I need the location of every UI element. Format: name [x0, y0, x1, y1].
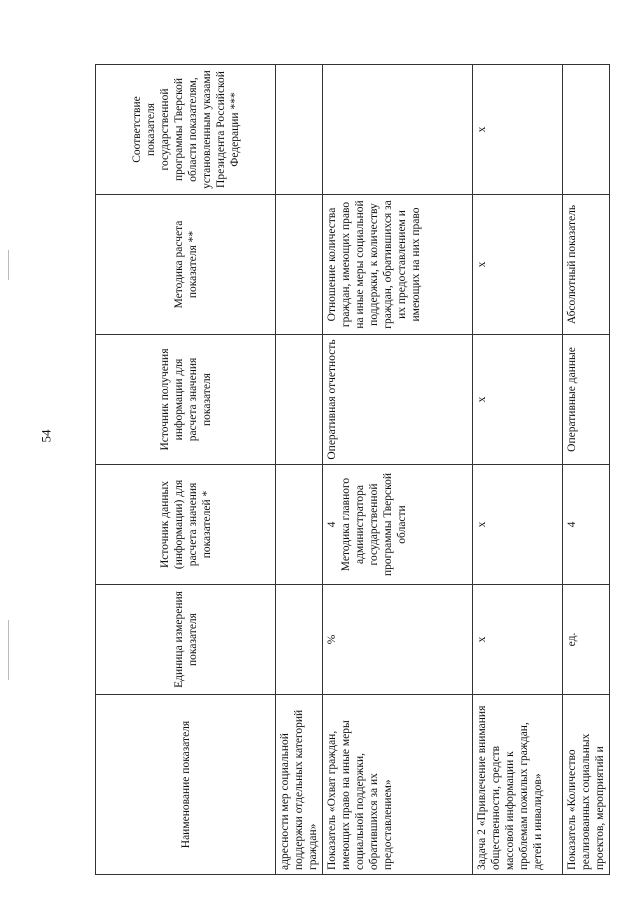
table-row: [323, 65, 473, 875]
cell-match: [276, 65, 323, 195]
cell-match: [323, 65, 473, 195]
cell-match: х: [473, 65, 563, 195]
scan-mark: [8, 250, 9, 280]
cell-name: адресности мер социальной поддержки отдельных категорий граждан»: [276, 695, 323, 875]
header-info: Источник получения информации для расчета значения показателя: [96, 335, 276, 465]
header-match: Соответствие показателя государственной программы Тверской области показателям, установленным указами Президента Российской Федерации ***: [96, 65, 276, 195]
cell-name: Показатель «Охват граждан, имеющих право на иные меры социальной поддержки, обратившихся за их предоставлением»: [323, 695, 473, 875]
page-number: 54: [38, 429, 54, 443]
header-source: Источник данных (информации) для расчета значения показателей *: [96, 465, 276, 585]
header-name: Наименование показателя: [96, 695, 276, 875]
cell-source: 4: [563, 465, 610, 585]
cell-method: [276, 195, 323, 335]
table-row: [563, 65, 610, 875]
cell-name: Показатель «Количество реализованных социальных проектов, мероприятий и: [563, 695, 610, 875]
table-row: [473, 65, 563, 875]
cell-unit: [276, 585, 323, 695]
cell-method: Абсолютный показатель: [563, 195, 610, 335]
header-method: Методика расчета показателя **: [96, 195, 276, 335]
cell-unit: х: [473, 585, 563, 695]
rotated-table-wrapper: [95, 65, 606, 875]
cell-source: [276, 465, 323, 585]
cell-info: Оперативные данные: [563, 335, 610, 465]
cell-source: х: [473, 465, 563, 585]
header-row: [96, 65, 276, 875]
cell-info: х: [473, 335, 563, 465]
cell-method: х: [473, 195, 563, 335]
scan-mark: [8, 620, 9, 680]
cell-info: Оперативная отчетность: [323, 335, 473, 465]
cell-match: [563, 65, 610, 195]
cell-info: [276, 335, 323, 465]
indicator-table: [95, 64, 610, 875]
cell-source: 4 Методика главного администратора государственной программы Тверской области: [323, 465, 473, 585]
cell-method: Отношение количества граждан, имеющих право на иные меры социальной поддержки, к количеству граждан, обратившихся за их предоставлением и имеющих на них право: [323, 195, 473, 335]
header-unit: Единица измерения показателя: [96, 585, 276, 695]
cell-unit: %: [323, 585, 473, 695]
cell-name: Задача 2 «Привлечение внимания общественности, средств массовой информации к проблемам пожилых граждан, детей и инвалидов»: [473, 695, 563, 875]
table-row: [276, 65, 323, 875]
cell-unit: ед.: [563, 585, 610, 695]
